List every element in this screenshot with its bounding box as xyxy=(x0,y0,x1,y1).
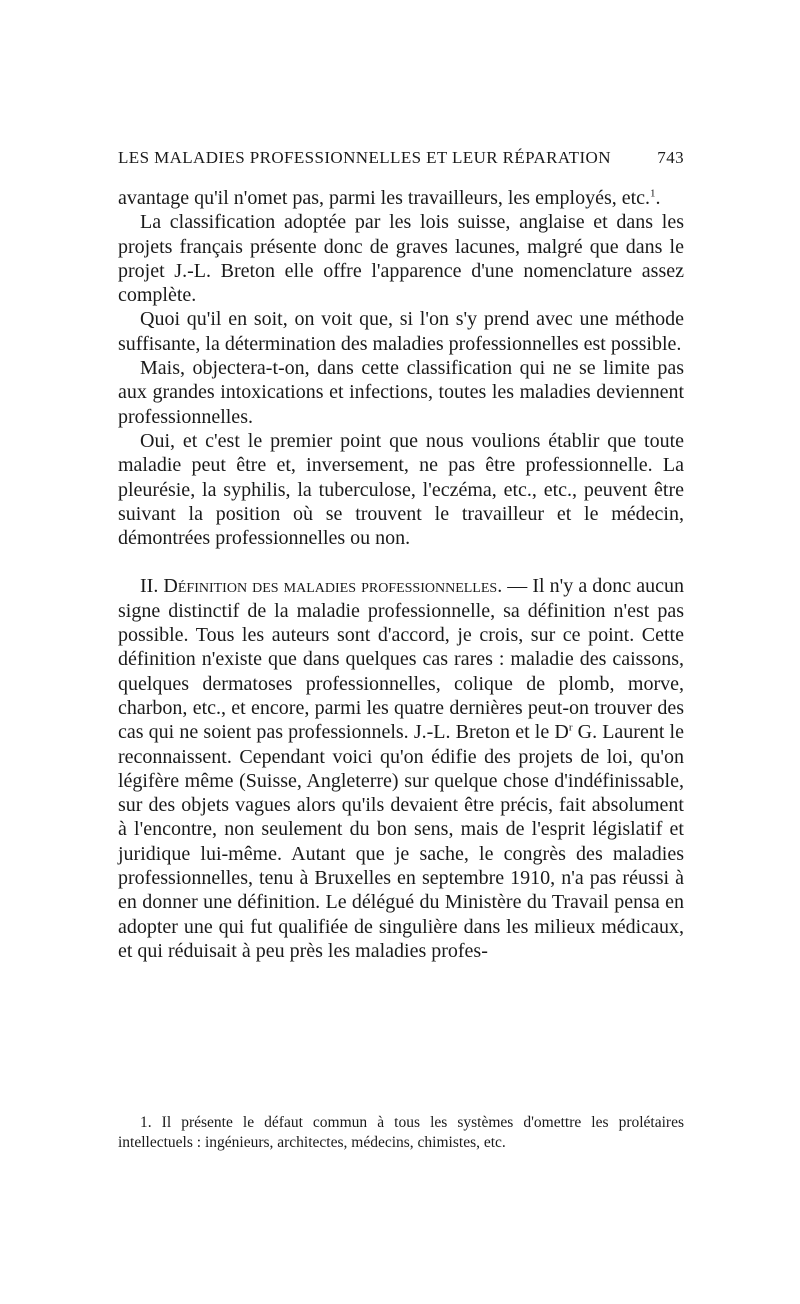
paragraph-5: Oui, et c'est le premier point que nous voulions établir que toute maladie peut être et, inversement, ne pas être professionnelle. La pleurésie, la syphilis, la tuberculose, l'eczéma, etc., etc., peuvent être suivant la position où se trouvent le travailleur et le médecin, démontrées professionnelles ou non. xyxy=(118,429,684,550)
paragraph-4: Mais, objectera-t-on, dans cette classification qui ne se limite pas aux grandes intoxications et infections, toutes les maladies deviennent professionnelles. xyxy=(118,357,684,428)
paragraph-3: Quoi qu'il en soit, on voit que, si l'on s'y prend avec une méthode suffisante, la détermination des maladies professionnelles est possible. xyxy=(118,308,684,355)
section-title: Définition des maladies professionnelles. xyxy=(163,575,503,598)
running-header xyxy=(118,148,684,168)
running-title: LES MALADIES PROFESSIONNELLES ET LEUR RÉPARATION xyxy=(118,148,611,167)
footnote-ref: 1 xyxy=(650,187,656,200)
paragraph-2: La classification adoptée par les lois suisse, anglaise et dans les projets français présente donc de graves lacunes, malgré que dans le projet J.-L. Breton elle offre l'apparence d'une nomenclature assez complète. xyxy=(118,211,684,307)
footnote-number: 1. xyxy=(140,1114,152,1131)
section-2-paragraph: II. Définition des maladies professionnelles. — Il n'y a donc aucun signe distinctif de la maladie professionnelle, sa définition n'est pas possible. Tous les auteurs sont d'accord, je crois, sur ce point. Cette définition n'existe que dans quelques cas rares : maladie des caissons, quelques dermatoses professionnelles, colique de plomb, morve, charbon, etc., et encore, parmi les quatre dernières peut-on trouver des cas qui ne soient pas professionnels. J.-L. Breton et le $D^r$ G. Laurent le reconnaissent. Cependant voici qu'on édifie des projets de loi, qu'on légifère même (Suisse, Angleterre) sur quelque chose d'indéfinissable, sur des objets vagues alors qu'ils devaient être précis, fait absolument à l'encontre, non seulement du bon sens, mais de l'esprit législatif et juridique lui-même. Autant que je sache, le congrès des maladies professionnelles, tenu à Bruxelles en septembre 1910, n'a pas réussi à en donner une définition. Le délégué du Ministère du Travail pensa en adopter une qui fut qualifiée de singulière dans les milieux médicaux, et qui réduisait à peu près les maladies profes- xyxy=(118,575,684,962)
footnote xyxy=(118,1113,684,1153)
page-number: 743 xyxy=(657,148,684,167)
body-text xyxy=(118,186,684,963)
footnote-text: Il présente le défaut commun à tous les systèmes d'omettre les prolétaires intellectuels : ingénieurs, architectes, médecins, chimistes, etc. xyxy=(118,1114,684,1151)
paragraph-1: avantage qu'il n'omet pas, parmi les travailleurs, les employés, etc.$^1$. xyxy=(118,187,661,209)
section-number: II. xyxy=(140,575,159,598)
